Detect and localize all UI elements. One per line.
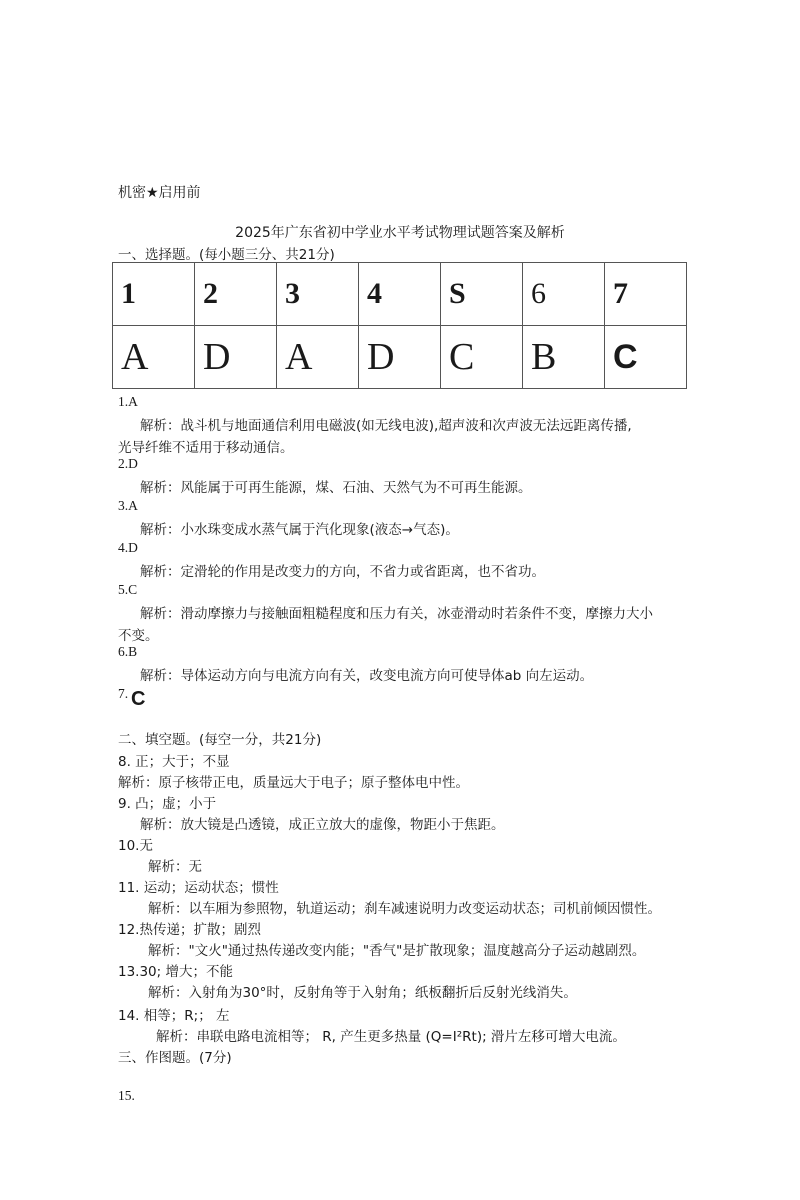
section3-heading: 三、作图题。(7分) bbox=[118, 1050, 232, 1066]
explanation-text: 解析：滑动摩擦力与接触面粗糙程度和压力有关，冰壶滑动时若条件不变，摩擦力大小 bbox=[140, 606, 653, 622]
section1-heading: 一、选择题。(每小题三分、共21分) bbox=[118, 247, 335, 263]
answer-table bbox=[112, 262, 687, 389]
explanation-text: 解析：风能属于可再生能源，煤、石油、天然气为不可再生能源。 bbox=[140, 480, 532, 496]
item-label: 13.30; 增大；不能 bbox=[118, 964, 233, 980]
explanation-text: 不变。 bbox=[118, 628, 159, 644]
explanation-text: 解析：无 bbox=[148, 859, 202, 875]
answer-table-number-row bbox=[113, 263, 687, 326]
item-label: 9. 凸；虚；小于 bbox=[118, 796, 217, 812]
explanation-text: 解析：定滑轮的作用是改变力的方向，不省力或省距离，也不省功。 bbox=[140, 564, 545, 580]
explanation-text: 解析：放大镜是凸透镜，成正立放大的虚像，物距小于焦距。 bbox=[140, 817, 505, 833]
question-number: 1 bbox=[113, 263, 195, 326]
item7-handwritten-answer: C bbox=[131, 688, 146, 710]
item-label: 12.热传递；扩散；剧烈 bbox=[118, 922, 261, 938]
section2-heading: 二、填空题。(每空一分，共21分) bbox=[118, 732, 322, 748]
explanation-text: 光导纤维不适用于移动通信。 bbox=[118, 440, 294, 456]
answer-cell: A bbox=[113, 326, 195, 389]
item-label: 5.C bbox=[118, 582, 138, 597]
answer-table-answer-row bbox=[113, 326, 687, 389]
item-label: 8. 正；大于；不显 bbox=[118, 754, 230, 770]
item-label: 2.D bbox=[118, 456, 138, 471]
explanation-text: 解析："文火"通过热传递改变内能；"香气"是扩散现象；温度越高分子运动越剧烈。 bbox=[148, 943, 646, 959]
item-label: 15. bbox=[118, 1088, 135, 1103]
item-label: 10.无 bbox=[118, 838, 153, 854]
answer-cell: D bbox=[195, 326, 277, 389]
explanation-text: 解析：以车厢为参照物，轨道运动；刹车减速说明力改变运动状态；司机前倾因惯性。 bbox=[148, 901, 661, 917]
question-number: 7 bbox=[605, 263, 687, 326]
item-label: 1.A bbox=[118, 394, 138, 409]
answer-cell: B bbox=[523, 326, 605, 389]
explanation-text: 解析：串联电路电流相等； R, 产生更多热量 (Q=I²Rt); 滑片左移可增大电流。 bbox=[156, 1029, 626, 1045]
question-number: 3 bbox=[277, 263, 359, 326]
document-title: 2025年广东省初中学业水平考试物理试题答案及解析 bbox=[235, 225, 565, 241]
question-number: 4 bbox=[359, 263, 441, 326]
answer-cell-handwritten: C bbox=[605, 326, 687, 389]
item-label: 7. bbox=[118, 686, 129, 701]
question-number: 2 bbox=[195, 263, 277, 326]
answer-cell: C bbox=[441, 326, 523, 389]
explanation-text: 解析：原子核带正电，质量远大于电子；原子整体电中性。 bbox=[118, 775, 469, 791]
item-label: 14. 相等；R;； 左 bbox=[118, 1008, 230, 1024]
item-label: 6.B bbox=[118, 644, 138, 659]
answer-cell: D bbox=[359, 326, 441, 389]
explanation-text: 解析：小水珠变成水蒸气属于汽化现象(液态→气态)。 bbox=[140, 522, 459, 538]
explanation-text: 解析：导体运动方向与电流方向有关，改变电流方向可使导体ab 向左运动。 bbox=[140, 668, 594, 684]
confidential-label: 机密★启用前 bbox=[118, 185, 201, 201]
answer-cell: A bbox=[277, 326, 359, 389]
explanation-text: 解析：入射角为30°时，反射角等于入射角；纸板翻折后反射光线消失。 bbox=[148, 985, 577, 1001]
item-label: 3.A bbox=[118, 498, 138, 513]
explanation-text: 解析：战斗机与地面通信利用电磁波(如无线电波),超声波和次声波无法远距离传播, bbox=[140, 418, 632, 434]
question-number: 6 bbox=[523, 263, 605, 326]
question-number: S bbox=[441, 263, 523, 326]
item-label: 11. 运动；运动状态；惯性 bbox=[118, 880, 279, 896]
item-label: 4.D bbox=[118, 540, 138, 555]
